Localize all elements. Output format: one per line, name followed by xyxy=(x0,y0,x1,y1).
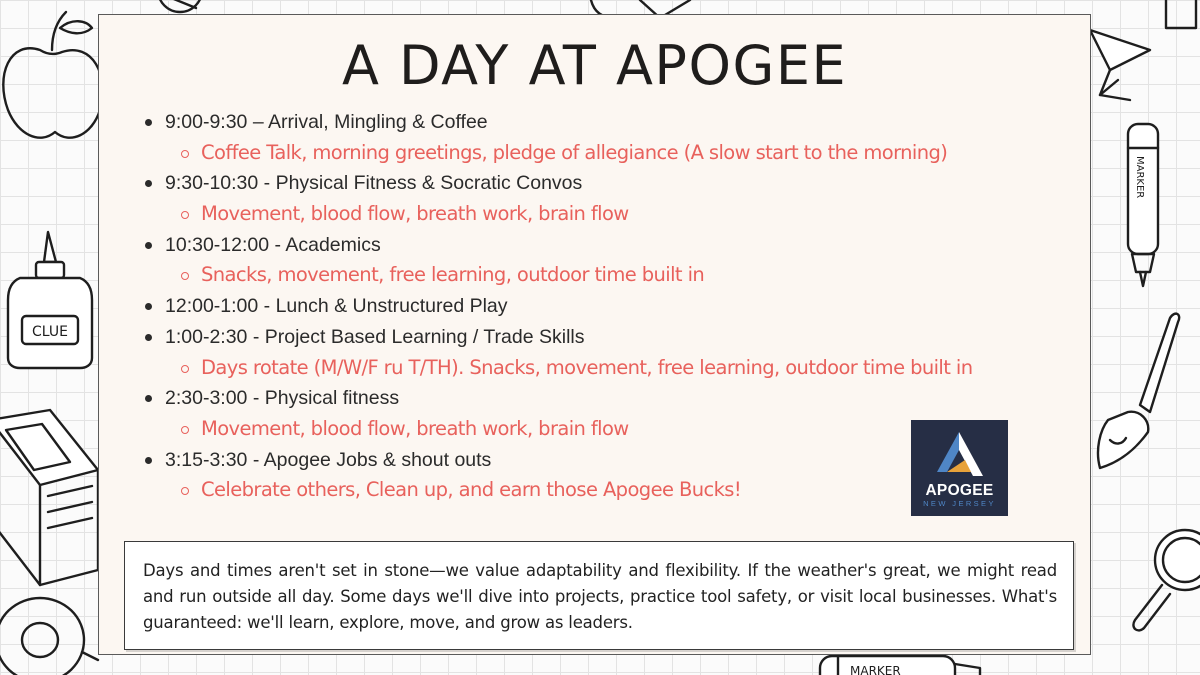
bottom-marker-doodle xyxy=(820,656,980,675)
bottom-marker-label: MARKER xyxy=(850,664,901,675)
flexibility-note: Days and times aren't set in stone—we value adaptability and flexibility. If the weather's great, we might read and run outside all day. Some days we'll dive into projects, practice tool safety, or visit local businesses. What's guaranteed: we'll learn, explore, move, and grow as leaders. xyxy=(124,541,1074,650)
schedule-detail-projects: Days rotate (M/W/F ru T/TH). Snacks, movement, free learning, outdoor time built in xyxy=(141,353,1021,384)
tape-roll-doodle xyxy=(0,598,98,675)
schedule-detail-jobs: Celebrate others, Clean up, and earn those Apogee Bucks! xyxy=(141,475,1021,506)
schedule-list xyxy=(141,107,1021,506)
logo-wordmark: APOGEE xyxy=(925,482,994,499)
schedule-card xyxy=(98,14,1091,655)
book-doodle xyxy=(0,410,98,585)
page-title: A DAY AT APOGEE xyxy=(341,34,848,97)
schedule-item-fitness-afternoon: 2:30-3:00 - Physical fitness xyxy=(141,383,1021,414)
glue-bottle-doodle xyxy=(8,232,92,368)
marker-label: MARKER xyxy=(1134,156,1145,199)
schedule-item-fitness-morning: 9:30-10:30 - Physical Fitness & Socratic Convos xyxy=(141,168,1021,199)
logo-subtitle: NEW JERSEY xyxy=(923,499,996,508)
schedule-detail-arrival: Coffee Talk, morning greetings, pledge of allegiance (A slow start to the morning) xyxy=(141,138,1021,169)
magnifier-doodle xyxy=(1133,530,1200,630)
schedule-item-jobs: 3:15-3:30 - Apogee Jobs & shout outs xyxy=(141,445,1021,476)
apogee-mountain-icon xyxy=(931,430,988,482)
marker-doodle xyxy=(1128,0,1196,286)
glue-label: CLUE xyxy=(32,324,68,340)
schedule-detail-fitness-afternoon: Movement, blood flow, breath work, brain flow xyxy=(141,414,1021,445)
apogee-logo xyxy=(911,420,1008,516)
paintbrush-doodle xyxy=(1098,314,1179,468)
schedule-item-projects: 1:00-2:30 - Project Based Learning / Trade Skills xyxy=(141,322,1021,353)
paper-plane-doodle xyxy=(1090,30,1150,100)
schedule-item-lunch: 12:00-1:00 - Lunch & Unstructured Play xyxy=(141,291,1021,322)
schedule-detail-academics: Snacks, movement, free learning, outdoor time built in xyxy=(141,260,1021,291)
schedule-detail-fitness-morning: Movement, blood flow, breath work, brain flow xyxy=(141,199,1021,230)
schedule-item-arrival: 9:00-9:30 – Arrival, Mingling & Coffee xyxy=(141,107,1021,138)
apple-doodle xyxy=(3,12,102,138)
schedule-item-academics: 10:30-12:00 - Academics xyxy=(141,230,1021,261)
